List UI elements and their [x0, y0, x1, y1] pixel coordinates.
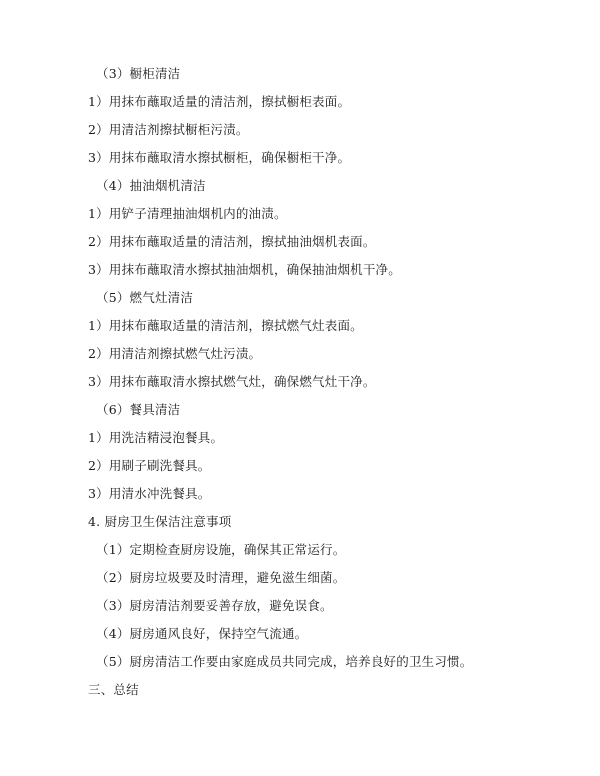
list-item: （1）定期检查厨房设施，确保其正常运行。: [96, 542, 346, 557]
list-item: 2）用清洁剂擦拭橱柜污渍。: [88, 122, 249, 137]
list-item: 1）用洗洁精浸泡餐具。: [88, 430, 224, 445]
section-heading-dishware-cleaning: （6）餐具清洁: [96, 402, 181, 417]
section-heading-cabinet-cleaning: （3）橱柜清洁: [96, 66, 181, 81]
list-item: （3）厨房清洁剂要妥善存放，避免误食。: [96, 598, 333, 613]
list-item: 1）用铲子清理抽油烟机内的油渍。: [88, 206, 287, 221]
section-heading-range-hood-cleaning: （4）抽油烟机清洁: [96, 178, 206, 193]
section-heading-stove-cleaning: （5）燃气灶清洁: [96, 290, 194, 305]
list-item: 1）用抹布蘸取适量的清洁剂，擦拭燃气灶表面。: [88, 318, 363, 333]
list-item: 3）用抹布蘸取清水擦拭燃气灶，确保燃气灶干净。: [88, 374, 376, 389]
list-item: 3）用抹布蘸取清水擦拭橱柜，确保橱柜干净。: [88, 150, 351, 165]
list-item: 2）用清洁剂擦拭燃气灶污渍。: [88, 346, 262, 361]
list-item: （5）厨房清洁工作要由家庭成员共同完成，培养良好的卫生习惯。: [96, 654, 473, 669]
list-item: 2）用刷子刷洗餐具。: [88, 458, 211, 473]
list-item: 3）用清水冲洗餐具。: [88, 486, 211, 501]
list-item: 2）用抹布蘸取适量的清洁剂，擦拭抽油烟机表面。: [88, 234, 376, 249]
list-item: （4）厨房通风良好，保持空气流通。: [96, 626, 308, 641]
list-item: （2）厨房垃圾要及时清理，避免滋生细菌。: [96, 570, 346, 585]
section-heading-precautions: 4. 厨房卫生保洁注意事项: [88, 514, 232, 529]
section-heading-summary: 三、总结: [88, 682, 139, 697]
list-item: 1）用抹布蘸取适量的清洁剂，擦拭橱柜表面。: [88, 94, 351, 109]
list-item: 3）用抹布蘸取清水擦拭抽油烟机，确保抽油烟机干净。: [88, 262, 401, 277]
